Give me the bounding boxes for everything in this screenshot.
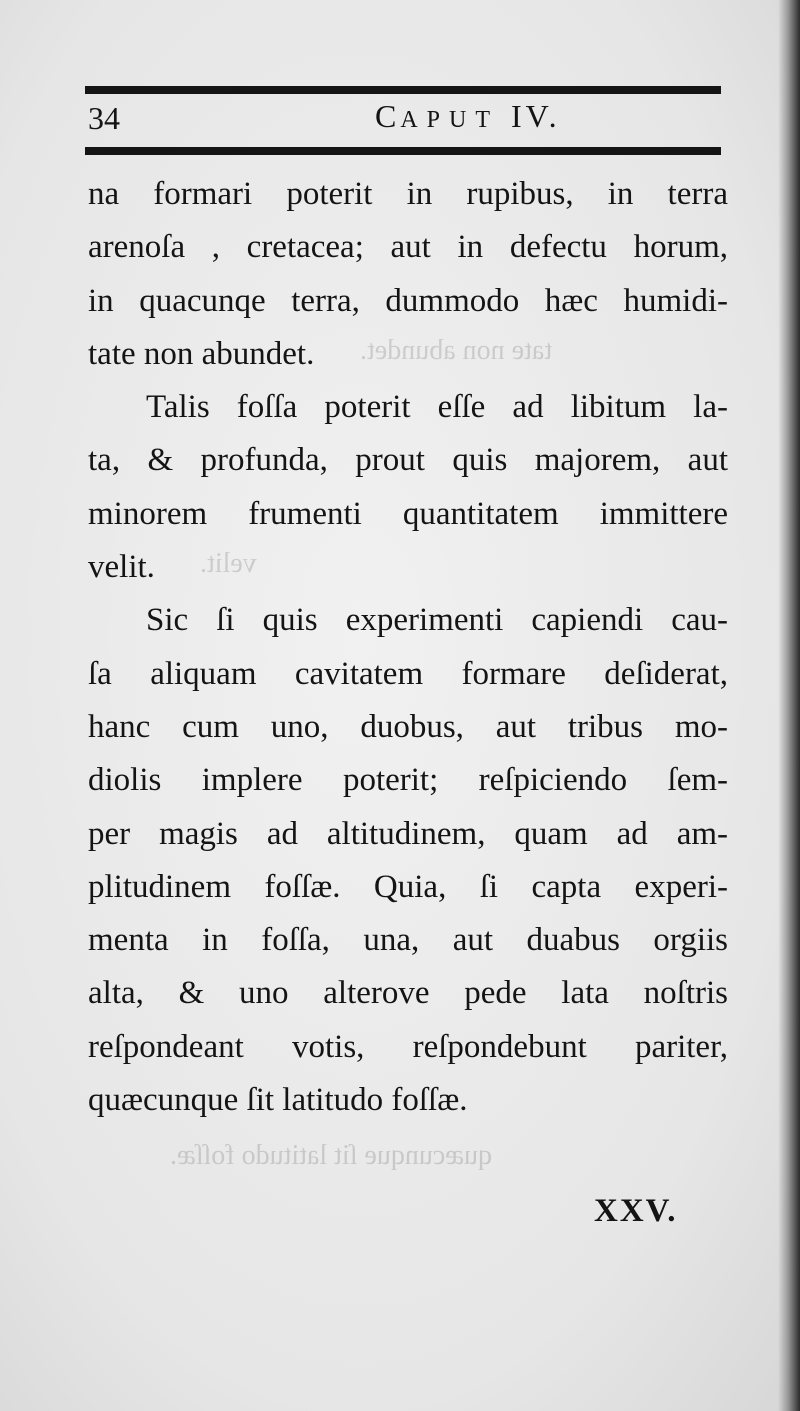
running-head-numeral: IV. [511, 98, 561, 134]
bleed-through-text: quæcunque ſit latitudo foſſæ. [170, 1140, 492, 1171]
text-line: ſa aliquam cavitatem formare deſiderat, [88, 655, 728, 692]
running-head-initial: C [375, 98, 401, 134]
page-number: 34 [88, 100, 120, 136]
bleed-through-text: tate non abundet. [360, 335, 553, 366]
text-line: menta in foſſa, una, aut duabus orgiis [88, 922, 728, 959]
text-line: arenoſa , cretacea; aut in defectu horum, [88, 229, 728, 266]
header-rule-top [85, 86, 721, 94]
page-edge-shadow [778, 0, 800, 1411]
text-line: diolis implere poterit; reſpiciendo ſem- [88, 762, 728, 799]
text-line: tate non abundet. [88, 335, 315, 372]
text-line: minorem frumenti quantitatem immittere [88, 495, 728, 532]
text-line: plitudinem foſſæ. Quia, ſi capta experi- [88, 868, 728, 905]
running-head-small-caps: APUT [400, 107, 500, 133]
text-line: reſpondeant votis, reſpondebunt pariter, [88, 1028, 728, 1065]
text-line: Sic ſi quis experimenti capiendi cau- [146, 602, 728, 639]
text-line: velit. [88, 549, 155, 586]
body-text [88, 168, 728, 1127]
text-line: alta, & uno alterove pede lata noſtris [88, 975, 728, 1012]
text-line: ta, & profunda, prout quis majorem, aut [88, 442, 728, 479]
text-line: quæcunque ſit latitudo foſſæ. [88, 1082, 468, 1119]
text-line: per magis ad altitudinem, quam ad am- [88, 815, 728, 852]
text-line: in quacunqe terra, dummodo hæc humidi- [88, 282, 728, 319]
bleed-through-text: velit. [200, 548, 257, 579]
text-line: hanc cum uno, duobus, aut tribus mo- [88, 708, 728, 745]
header-rule-bottom [85, 147, 721, 155]
text-line: Talis foſſa poterit eſſe ad libitum la- [146, 389, 728, 426]
text-line: na formari poterit in rupibus, in terra [88, 176, 728, 212]
catchword: XXV. [594, 1193, 678, 1229]
running-head [375, 98, 561, 135]
page-header [85, 96, 721, 144]
